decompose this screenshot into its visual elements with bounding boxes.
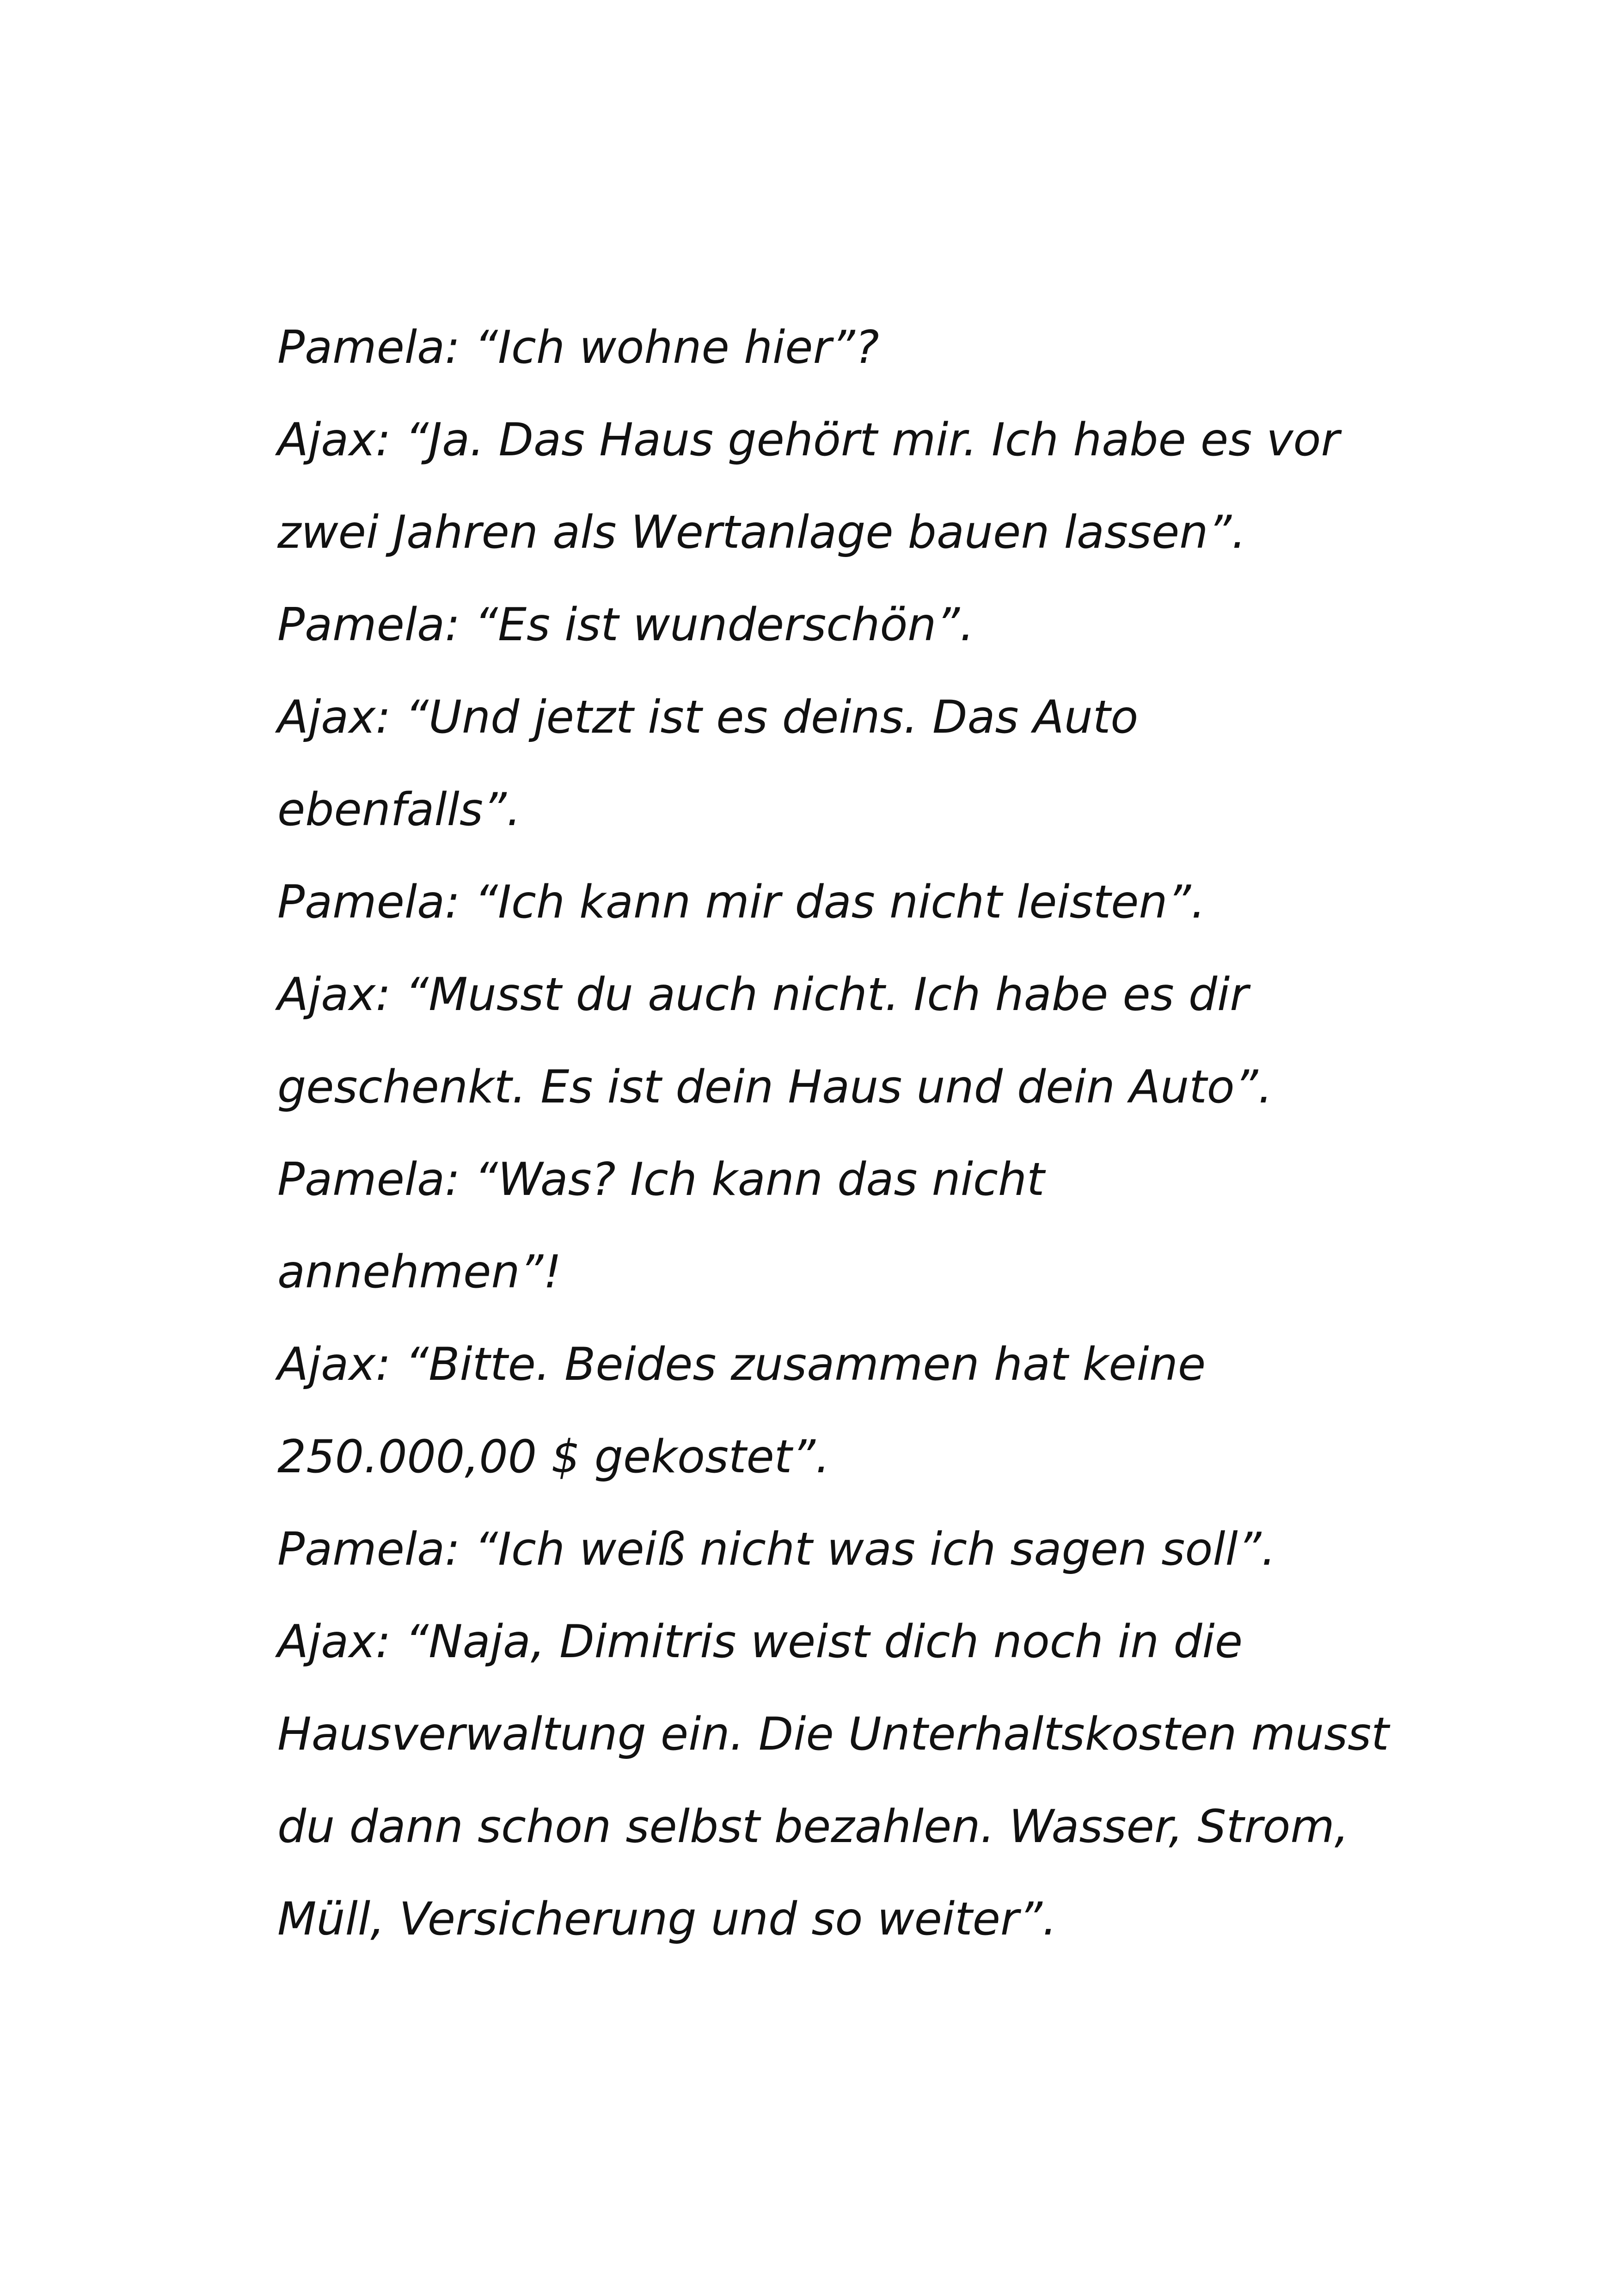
dialogue-line: Ajax: “Musst du auch nicht. Ich habe es dir [277,968,1249,1021]
dialogue-line: Ajax: “Naja, Dimitris weist dich noch in die [277,1616,1243,1668]
dialogue-line: Ajax: “Bitte. Beides zusammen hat keine [277,1338,1206,1391]
dialogue-line: Müll, Versicherung und so weiter”. [277,1893,1057,1946]
dialogue-line: zwei Jahren als Wertanlage bauen lassen”. [277,506,1246,559]
dialogue-line: geschenkt. Es ist dein Haus und dein Auto”. [277,1061,1273,1114]
dialogue-line: du dann schon selbst bezahlen. Wasser, Strom, [277,1800,1349,1853]
dialogue-line: 250.000,00 $ gekostet”. [277,1431,830,1483]
dialogue-line: Hausverwaltung ein. Die Unterhaltskosten musst [277,1708,1389,1761]
dialogue-line: Pamela: “Es ist wunderschön”. [277,599,974,651]
dialogue-line: Pamela: “Was? Ich kann das nicht [277,1153,1045,1206]
dialogue-line: Pamela: “Ich kann mir das nicht leisten”. [277,876,1206,929]
dialogue-line: Ajax: “Ja. Das Haus gehört mir. Ich habe es vor [277,414,1340,466]
dialogue-line: ebenfalls”. [277,784,521,836]
dialogue-line: Pamela: “Ich wohne hier”? [277,321,879,374]
dialogue-line: Pamela: “Ich weiß nicht was ich sagen soll”. [277,1523,1276,1576]
dialogue-line: Ajax: “Und jetzt ist es deins. Das Auto [277,691,1139,744]
dialogue-line: annehmen”! [277,1246,562,1298]
